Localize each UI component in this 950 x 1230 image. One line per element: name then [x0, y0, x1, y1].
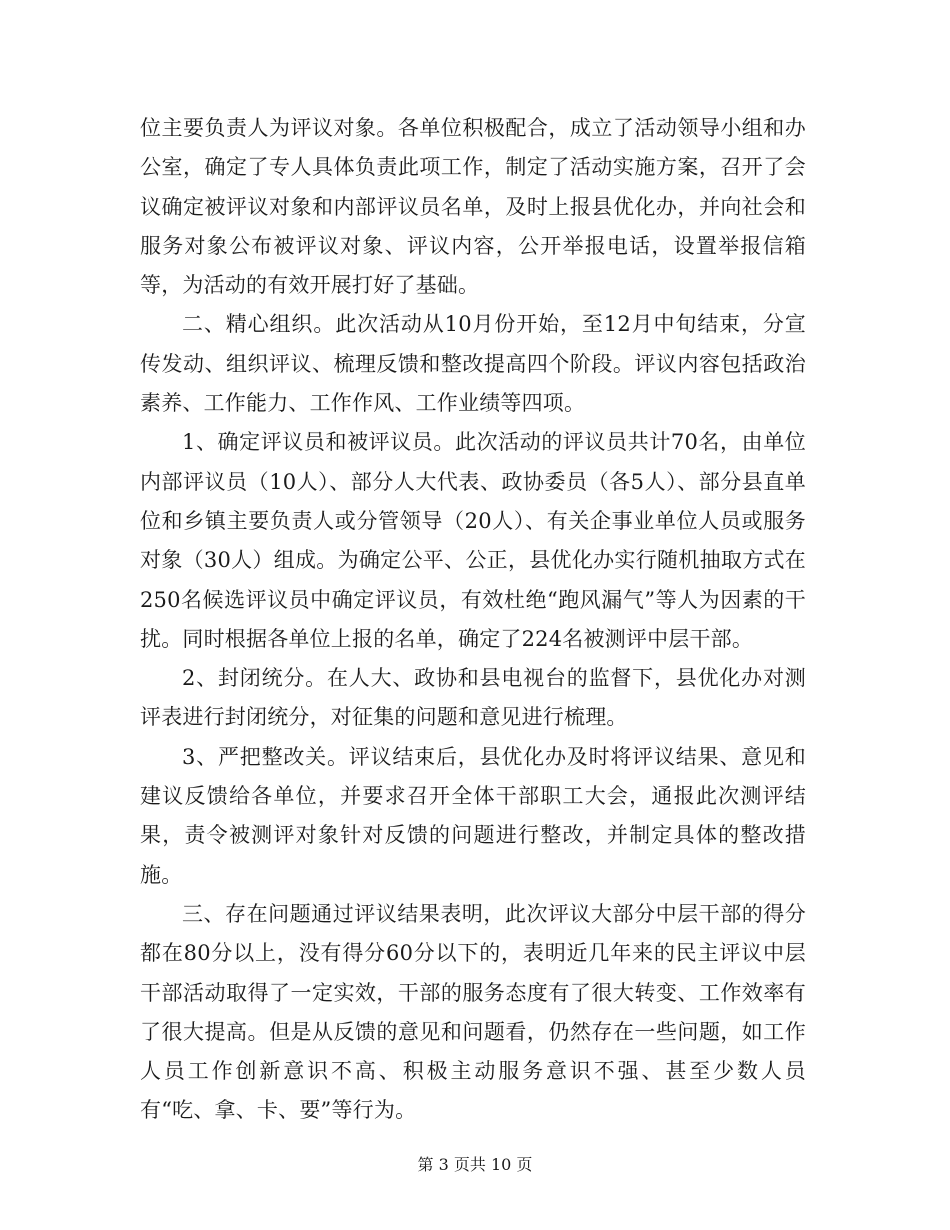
paragraph-5: 3、严把整改关。评议结束后，县优化办及时将评议结果、意见和建议反馈给各单位，并要求召开全体干部职工大会，通报此次测评结果，责令被测评对象针对反馈的问题进行整改，并制定具体的整改措施。 [140, 744, 806, 887]
paragraph-3: 1、确定评议员和被评议员。此次活动的评议员共计70名，由单位内部评议员（10人）、部分人大代表、政协委员（各5人）、部分县直单位和乡镇主要负责人或分管领导（20人）、有关企事业单位人员或服务对象（30人）组成。为确定公平、公正，县优化办实行随机抽取方式在250名候选评议员中确定评议员，有效杜绝“跑风漏气”等人为因素的干扰。同时根据各单位上报的名单，确定了224名被测评中层干部。 [140, 430, 806, 651]
page-number-footer: 第 3 页共 10 页 [417, 1155, 533, 1174]
document-body [140, 109, 806, 1131]
paragraph-1: 位主要负责人为评议对象。各单位积极配合，成立了活动领导小组和办公室，确定了专人具体负责此项工作，制定了活动实施方案，召开了会议确定被评议对象和内部评议员名单，及时上报县优化办，并向社会和服务对象公布被评议对象、评议内容，公开举报电话，设置举报信箱等，为活动的有效开展打好了基础。 [140, 116, 806, 298]
paragraph-6: 三、存在问题通过评议结果表明，此次评议大部分中层干部的得分都在80分以上，没有得分60分以下的，表明近几年来的民主评议中层干部活动取得了一定实效，干部的服务态度有了很大转变、工作效率有了很大提高。但是从反馈的意见和问题看，仍然存在一些问题，如工作人员工作创新意识不高、积极主动服务意识不强、甚至少数人员有“吃、拿、卡、要”等行为。 [140, 901, 806, 1123]
paragraph-4: 2、封闭统分。在人大、政协和县电视台的监督下，县优化办对测评表进行封闭统分，对征集的问题和意见进行梳理。 [140, 666, 806, 730]
paragraph-2: 二、精心组织。此次活动从10月份开始，至12月中旬结束，分宣传发动、组织评议、梳理反馈和整改提高四个阶段。评议内容包括政治素养、工作能力、工作作风、工作业绩等四项。 [140, 312, 806, 416]
